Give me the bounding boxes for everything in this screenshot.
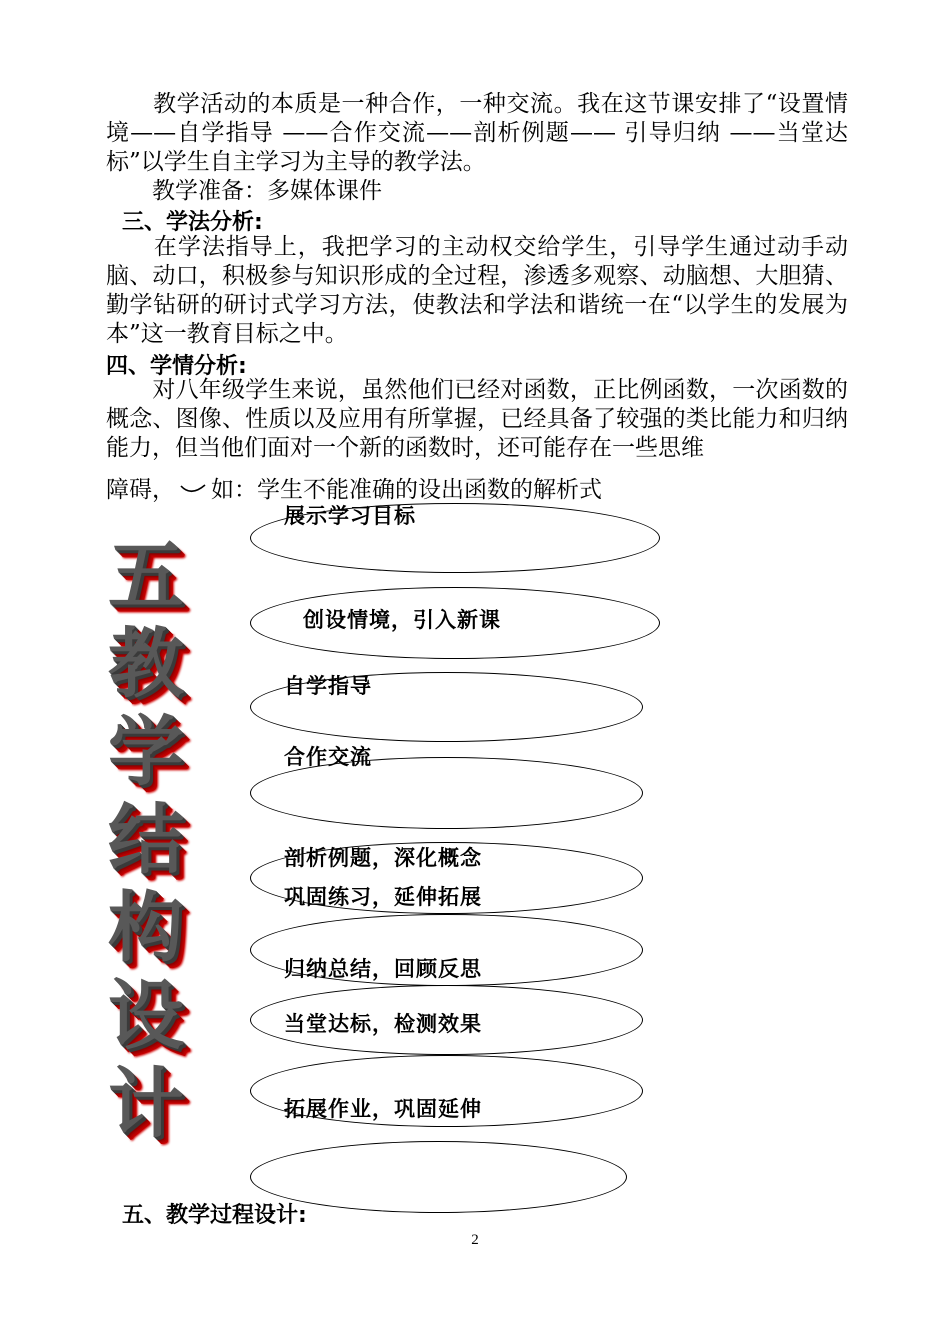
vertical-title-char: 设 [108, 971, 184, 1060]
flow-step-in-class-test: 当堂达标，检测效果 [284, 1012, 482, 1036]
flow-step-show-objectives: 展示学习目标 [284, 504, 416, 528]
flow-step-analyze-examples: 剖析例题，深化概念 [284, 846, 482, 870]
check-mark-icon-svg [179, 483, 207, 497]
paragraph-teaching-preparation: 教学准备：多媒体课件 [106, 178, 382, 204]
student-analysis-example-text: 如：学生不能准确的设出函数的解析式 [211, 477, 602, 503]
vertical-title-char: 教 [108, 619, 184, 708]
vertical-title-char: 构 [108, 883, 184, 972]
vertical-title-char: 结 [108, 795, 184, 884]
flow-step-self-study: 自学指导 [284, 674, 372, 698]
page-number: 2 [471, 1232, 479, 1248]
heading-study-method: 三、学法分析: [122, 210, 263, 235]
paragraph-study-method: 在学法指导上，我把学习的主动权交给学生，引导学生通过动手动脑、动口，积极参与知识形成的全过程，渗透多观察、动脑想、大胆猜、勤学钻研的研讨式学习方法，使教法和学法和谐统一在“以学生的发展为本”这一教育目标之中。 [106, 234, 848, 347]
vertical-title-char: 学 [108, 707, 184, 796]
heading-student-analysis: 四、学情分析: [106, 354, 247, 379]
student-analysis-start-text: 障碍， [106, 477, 175, 503]
flow-step-consolidate: 巩固练习，延伸拓展 [284, 885, 482, 909]
vertical-title-structure-design [96, 532, 196, 1148]
heading-teaching-process: 五、教学过程设计: [122, 1203, 307, 1228]
flow-step-cooperation: 合作交流 [284, 745, 372, 769]
check-mark-icon [175, 476, 211, 505]
flow-step-homework: 拓展作业，巩固延伸 [284, 1097, 482, 1121]
flow-step-summarize: 归纳总结，回顾反思 [284, 957, 482, 981]
paragraph-teaching-method: 教学活动的本质是一种合作，一种交流。我在这节课安排了“设置情境——自学指导 ——合作交流——剖析例题—— 引导归纳 ——当堂达标”以学生自主学习为主导的教学法。 [106, 91, 848, 175]
vertical-title-char: 五 [108, 531, 184, 620]
vertical-title-char: 计 [108, 1059, 184, 1148]
flow-step-create-situation: 创设情境，引入新课 [303, 608, 501, 632]
paragraph-student-analysis: 对八年级学生来说，虽然他们已经对函数，正比例函数，一次函数的概念、图像、性质以及应用有所掌握，已经具备了较强的类比能力和归纳能力，但当他们面对一个新的函数时，还可能存在一些思维 [106, 377, 848, 461]
